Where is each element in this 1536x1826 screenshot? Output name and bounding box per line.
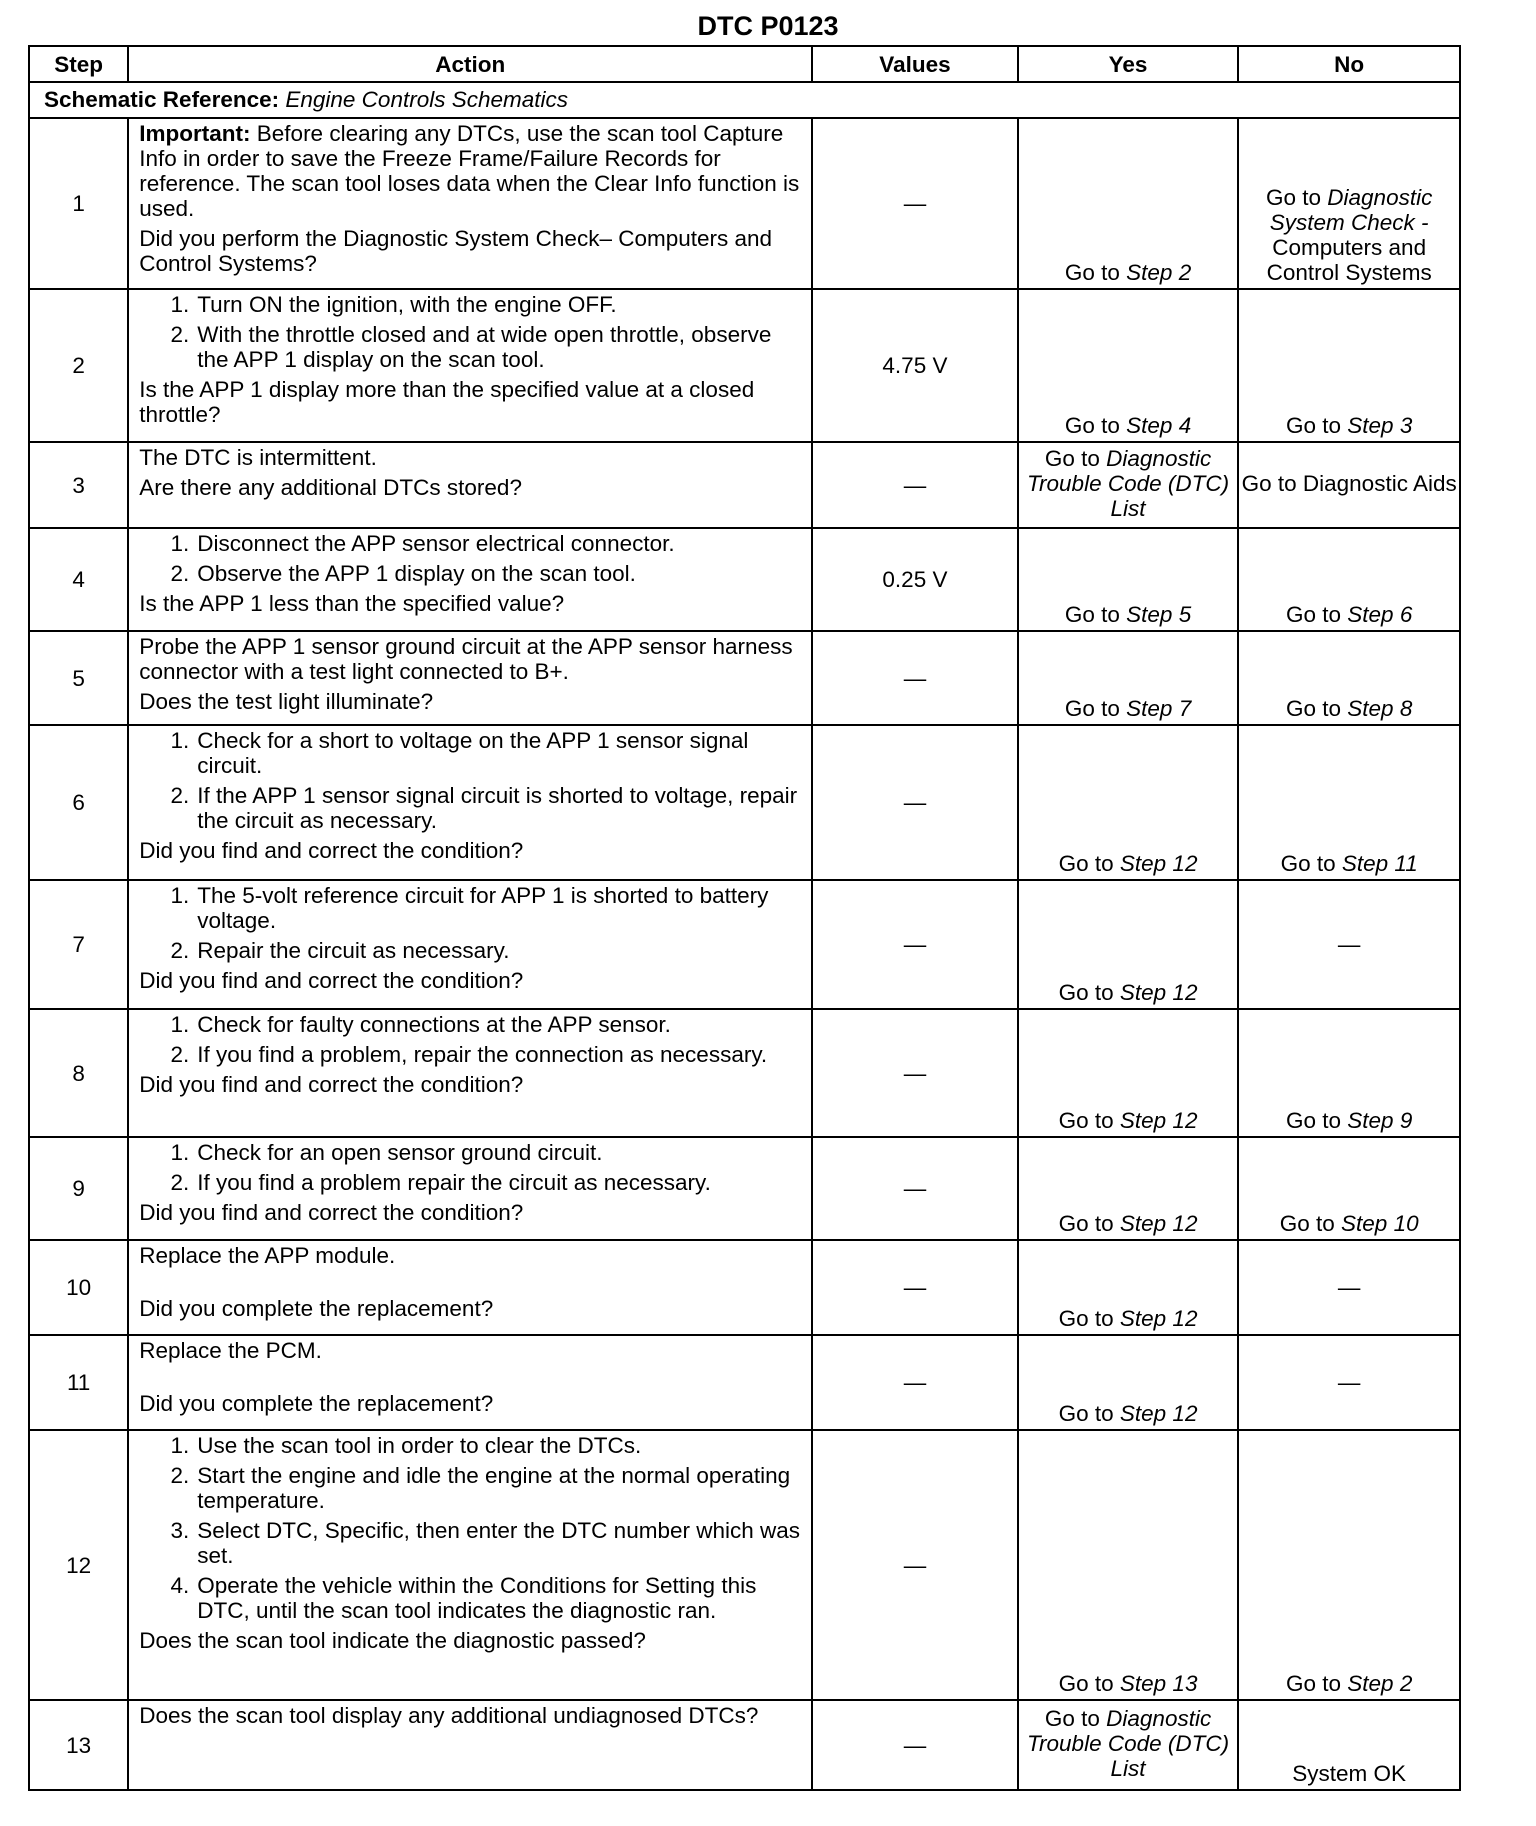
goto-prefix: Go to xyxy=(1285,413,1342,438)
goto-prefix: Go to xyxy=(1044,446,1100,471)
list-number: 4. xyxy=(170,1573,190,1598)
list-item xyxy=(139,1518,803,1568)
table-row xyxy=(29,442,1460,528)
list-number: 1. xyxy=(170,883,190,908)
value-cell: — xyxy=(812,118,1018,289)
header-values: Values xyxy=(812,46,1018,82)
step-link[interactable]: Step 7 xyxy=(1126,696,1192,721)
step-number: 13 xyxy=(29,1700,128,1790)
action-cell xyxy=(128,1240,812,1335)
list-number: 2. xyxy=(170,1170,190,1195)
list-text: Check for faulty connections at the APP sensor. xyxy=(197,1012,671,1037)
step-number: 12 xyxy=(29,1430,128,1700)
no-cell xyxy=(1238,289,1460,442)
table-row xyxy=(29,1137,1460,1240)
list-text: Start the engine and idle the engine at the normal operating temperature. xyxy=(197,1463,791,1513)
schematic-value: Engine Controls Schematics xyxy=(285,87,569,112)
goto-prefix: Go to xyxy=(1064,696,1120,721)
list-number: 2. xyxy=(170,1042,190,1067)
list-number: 1. xyxy=(170,292,190,317)
no-cell xyxy=(1238,1009,1460,1137)
list-item xyxy=(139,1433,803,1458)
action-cell xyxy=(128,528,812,631)
yes-cell xyxy=(1018,631,1239,725)
value-cell: — xyxy=(812,1335,1018,1430)
action-steps xyxy=(139,1433,803,1623)
action-steps xyxy=(139,1012,803,1067)
step-number: 9 xyxy=(29,1137,128,1240)
no-text: Go to Diagnostic Aids xyxy=(1241,471,1457,496)
table-row xyxy=(29,725,1460,880)
action-text: Replace the PCM. xyxy=(139,1338,322,1363)
action-text: Probe the APP 1 sensor ground circuit at the APP sensor harness connector with a test light connected to B+. xyxy=(139,634,793,684)
table-row xyxy=(29,118,1460,289)
table-row xyxy=(29,289,1460,442)
list-item xyxy=(139,1140,803,1165)
no-cell xyxy=(1238,880,1460,1009)
yes-cell xyxy=(1018,1430,1239,1700)
list-text: Use the scan tool in order to clear the DTCs. xyxy=(197,1433,642,1458)
action-question: Did you find and correct the condition? xyxy=(139,968,524,993)
goto-prefix: Go to xyxy=(1058,980,1114,1005)
list-number: 2. xyxy=(170,783,190,808)
step-number: 11 xyxy=(29,1335,128,1430)
goto-prefix: Go to xyxy=(1064,602,1120,627)
step-link[interactable]: Step 6 xyxy=(1347,602,1413,627)
action-steps xyxy=(139,1140,803,1195)
yes-cell xyxy=(1018,725,1239,880)
goto-prefix: Go to xyxy=(1064,413,1120,438)
list-item xyxy=(139,1042,803,1067)
list-number: 1. xyxy=(170,1140,190,1165)
diagnostic-table xyxy=(28,45,1461,1791)
no-dash: — xyxy=(1337,1275,1361,1300)
step-link[interactable]: Step 12 xyxy=(1119,1306,1198,1331)
value-cell: — xyxy=(812,1137,1018,1240)
step-number: 5 xyxy=(29,631,128,725)
no-cell xyxy=(1238,1335,1460,1430)
value-cell: — xyxy=(812,1700,1018,1790)
action-question: Did you complete the replacement? xyxy=(139,1296,494,1321)
action-question: Is the APP 1 display more than the specified value at a closed throttle? xyxy=(139,377,755,427)
action-steps xyxy=(139,728,803,833)
value-cell: 0.25 V xyxy=(812,528,1018,631)
list-text: Check for a short to voltage on the APP 1 sensor signal circuit. xyxy=(197,728,749,778)
goto-prefix: Go to xyxy=(1058,1671,1114,1696)
no-cell xyxy=(1238,1430,1460,1700)
goto-prefix: Go to xyxy=(1279,1211,1335,1236)
dtc-list-link[interactable]: Diagnostic Trouble Code (DTC) List xyxy=(1026,446,1230,521)
goto-prefix: Go to xyxy=(1265,185,1322,210)
goto-prefix: Go to xyxy=(1285,1108,1342,1133)
step-link[interactable]: Step 11 xyxy=(1341,851,1418,876)
list-number: 2. xyxy=(170,938,190,963)
step-link[interactable]: Step 2 xyxy=(1347,1671,1413,1696)
system-check-subtitle: Computers and Control Systems xyxy=(1266,235,1432,285)
no-dash: — xyxy=(1337,932,1361,957)
list-text: Observe the APP 1 display on the scan tool. xyxy=(197,561,636,586)
schematic-label: Schematic Reference: xyxy=(44,87,280,112)
table-row xyxy=(29,880,1460,1009)
action-question: Is the APP 1 less than the specified value? xyxy=(139,591,565,616)
table-row xyxy=(29,1700,1460,1790)
goto-prefix: Go to xyxy=(1280,851,1336,876)
step-link[interactable]: Step 13 xyxy=(1119,1671,1198,1696)
important-label: Important: xyxy=(139,121,251,146)
action-cell xyxy=(128,442,812,528)
step-number: 6 xyxy=(29,725,128,880)
action-cell xyxy=(128,1009,812,1137)
system-check-link[interactable]: Diagnostic System Check - xyxy=(1269,185,1433,235)
goto-prefix: Go to xyxy=(1285,1671,1342,1696)
action-question: Did you perform the Diagnostic System Check– Computers and Control Systems? xyxy=(139,226,773,276)
action-steps xyxy=(139,531,803,586)
list-item xyxy=(139,783,803,833)
action-steps xyxy=(139,883,803,963)
list-text: The 5-volt reference circuit for APP 1 is shorted to battery voltage. xyxy=(197,883,769,933)
header-row xyxy=(29,46,1460,82)
yes-cell xyxy=(1018,1335,1239,1430)
list-number: 1. xyxy=(170,531,190,556)
list-item xyxy=(139,322,803,372)
list-item xyxy=(139,292,803,317)
list-number: 1. xyxy=(170,728,190,753)
list-number: 2. xyxy=(170,322,190,347)
goto-prefix: Go to xyxy=(1058,1108,1114,1133)
list-number: 2. xyxy=(170,561,190,586)
step-number: 7 xyxy=(29,880,128,1009)
list-text: If you find a problem, repair the connection as necessary. xyxy=(197,1042,768,1067)
table-row xyxy=(29,631,1460,725)
step-link[interactable]: Step 10 xyxy=(1341,1211,1419,1236)
value-cell: — xyxy=(812,1430,1018,1700)
yes-cell xyxy=(1018,1009,1239,1137)
important-text: Before clearing any DTCs, use the scan tool Capture Info in order to save the Freeze Frame/Failure Records for reference. The scan tool loses data when the Clear Info function is used. xyxy=(139,121,800,221)
list-text: With the throttle closed and at wide open throttle, observe the APP 1 display on the scan tool. xyxy=(197,322,772,372)
list-number: 3. xyxy=(170,1518,190,1543)
list-text: If you find a problem repair the circuit as necessary. xyxy=(197,1170,711,1195)
yes-cell xyxy=(1018,528,1239,631)
step-number: 4 xyxy=(29,528,128,631)
action-text: The DTC is intermittent. xyxy=(139,445,377,470)
action-text: Replace the APP module. xyxy=(139,1243,396,1268)
value-cell: — xyxy=(812,631,1018,725)
action-cell xyxy=(128,1430,812,1700)
action-cell xyxy=(128,118,812,289)
no-dash: — xyxy=(1337,1370,1361,1395)
no-cell xyxy=(1238,528,1460,631)
goto-prefix: Go to xyxy=(1064,260,1120,285)
yes-cell xyxy=(1018,118,1239,289)
no-text: System OK xyxy=(1292,1761,1407,1786)
table-row xyxy=(29,1430,1460,1700)
list-item xyxy=(139,531,803,556)
action-question: Does the test light illuminate? xyxy=(139,689,434,714)
list-item xyxy=(139,938,803,963)
header-yes: Yes xyxy=(1018,46,1239,82)
list-item xyxy=(139,1170,803,1195)
list-text: Check for an open sensor ground circuit. xyxy=(197,1140,603,1165)
no-cell xyxy=(1238,725,1460,880)
list-text: Select DTC, Specific, then enter the DTC number which was set. xyxy=(197,1518,801,1568)
action-question: Are there any additional DTCs stored? xyxy=(139,475,522,500)
action-cell xyxy=(128,725,812,880)
goto-prefix: Go to xyxy=(1044,1706,1100,1731)
list-item xyxy=(139,1012,803,1037)
goto-prefix: Go to xyxy=(1285,696,1342,721)
list-number: 1. xyxy=(170,1012,190,1037)
action-steps xyxy=(139,292,803,372)
list-text: Operate the vehicle within the Conditions for Setting this DTC, until the scan tool indicates the diagnostic ran. xyxy=(197,1573,757,1623)
goto-prefix: Go to xyxy=(1058,1211,1114,1236)
action-cell xyxy=(128,631,812,725)
action-cell xyxy=(128,1335,812,1430)
header-action: Action xyxy=(128,46,812,82)
action-question: Did you find and correct the condition? xyxy=(139,1200,524,1225)
action-question: Did you complete the replacement? xyxy=(139,1391,494,1416)
goto-prefix: Go to xyxy=(1058,851,1114,876)
no-cell xyxy=(1238,1700,1460,1790)
step-number: 2 xyxy=(29,289,128,442)
important-note xyxy=(139,121,803,221)
list-number: 1. xyxy=(170,1433,190,1458)
action-cell xyxy=(128,1700,812,1790)
step-number: 1 xyxy=(29,118,128,289)
table-row xyxy=(29,1009,1460,1137)
step-link[interactable]: Step 12 xyxy=(1119,1401,1198,1426)
value-cell: — xyxy=(812,725,1018,880)
value-cell: — xyxy=(812,880,1018,1009)
table-row xyxy=(29,528,1460,631)
yes-cell xyxy=(1018,289,1239,442)
action-cell xyxy=(128,880,812,1009)
no-cell xyxy=(1238,118,1460,289)
goto-prefix: Go to xyxy=(1285,602,1342,627)
value-cell: 4.75 V xyxy=(812,289,1018,442)
list-text: Repair the circuit as necessary. xyxy=(197,938,510,963)
header-step: Step xyxy=(29,46,128,82)
list-text: If the APP 1 sensor signal circuit is shorted to voltage, repair the circuit as necessary. xyxy=(197,783,798,833)
action-question: Did you find and correct the condition? xyxy=(139,1072,524,1097)
list-item xyxy=(139,1573,803,1623)
table-row xyxy=(29,1240,1460,1335)
yes-cell xyxy=(1018,880,1239,1009)
step-link[interactable]: Step 4 xyxy=(1126,413,1192,438)
list-item xyxy=(139,883,803,933)
action-question: Does the scan tool indicate the diagnostic passed? xyxy=(139,1628,646,1653)
list-number: 2. xyxy=(170,1463,190,1488)
step-number: 10 xyxy=(29,1240,128,1335)
step-link[interactable]: Step 12 xyxy=(1119,1211,1198,1236)
header-no: No xyxy=(1238,46,1460,82)
goto-prefix: Go to xyxy=(1058,1306,1114,1331)
action-cell xyxy=(128,1137,812,1240)
table-row xyxy=(29,1335,1460,1430)
value-cell: — xyxy=(812,1240,1018,1335)
value-cell: — xyxy=(812,442,1018,528)
step-number: 3 xyxy=(29,442,128,528)
value-cell: — xyxy=(812,1009,1018,1137)
dtc-list-link[interactable]: Diagnostic Trouble Code (DTC) List xyxy=(1026,1706,1230,1781)
step-link[interactable]: Step 9 xyxy=(1347,1108,1413,1133)
step-link[interactable]: Step 5 xyxy=(1126,602,1192,627)
action-text: Does the scan tool display any additional undiagnosed DTCs? xyxy=(139,1703,759,1728)
list-item xyxy=(139,1463,803,1513)
goto-prefix: Go to xyxy=(1058,1401,1114,1426)
no-cell xyxy=(1238,1240,1460,1335)
no-cell xyxy=(1238,442,1460,528)
no-cell xyxy=(1238,631,1460,725)
step-link[interactable]: Step 2 xyxy=(1126,260,1192,285)
list-text: Turn ON the ignition, with the engine OFF. xyxy=(197,292,617,317)
list-item xyxy=(139,561,803,586)
yes-cell xyxy=(1018,1700,1239,1790)
step-link[interactable]: Step 12 xyxy=(1119,980,1198,1005)
step-link[interactable]: Step 12 xyxy=(1119,1108,1198,1133)
step-link[interactable]: Step 3 xyxy=(1347,413,1413,438)
step-link[interactable]: Step 12 xyxy=(1119,851,1198,876)
list-text: Disconnect the APP sensor electrical connector. xyxy=(197,531,675,556)
yes-cell xyxy=(1018,1240,1239,1335)
action-question: Did you find and correct the condition? xyxy=(139,838,524,863)
yes-cell xyxy=(1018,442,1239,528)
step-number: 8 xyxy=(29,1009,128,1137)
page-title: DTC P0123 xyxy=(697,11,839,41)
list-item xyxy=(139,728,803,778)
yes-cell xyxy=(1018,1137,1239,1240)
step-link[interactable]: Step 8 xyxy=(1347,696,1413,721)
schematic-reference-row xyxy=(29,82,1460,118)
action-cell xyxy=(128,289,812,442)
no-cell xyxy=(1238,1137,1460,1240)
